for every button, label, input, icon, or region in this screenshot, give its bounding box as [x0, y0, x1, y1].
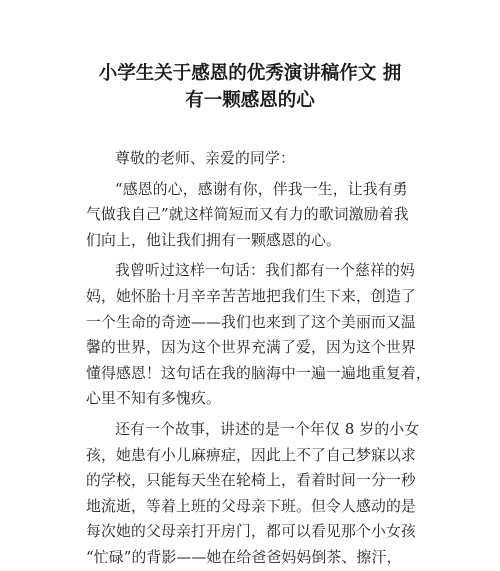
paragraph-line: 每次她的父母亲打开房门，都可以看见那个小女孩 [86, 523, 416, 541]
paragraph-3 [86, 417, 426, 571]
paragraph-line: 的学校，只能每天坐在轮椅上，看着时间一分一秒 [86, 472, 416, 490]
paragraph-line: 懂得感恩！这句话在我的脑海中一遍一遍地重复着， [86, 364, 431, 382]
document-title [60, 60, 440, 114]
paragraph-line: “忙碌”的背影——她在给爸爸妈妈倒茶、擦汗， [86, 548, 402, 566]
paragraph-line: 们向上，他让我们拥有一颗感恩的心。 [86, 231, 341, 249]
paragraph-line: 妈，她怀胎十月辛辛苦苦地把我们生下来，创造了 [86, 287, 416, 305]
paragraph-line: 尊敬的老师、亲爱的同学： [115, 150, 295, 167]
paragraph-line: 一个生命的奇迹——我们也来到了这个美丽而又温 [86, 313, 416, 331]
paragraph-1 [86, 177, 426, 254]
paragraph-line: 我曾听过这样一句话：我们都有一个慈祥的妈 [115, 262, 415, 280]
paragraph-greeting [86, 146, 426, 172]
paragraph-line: 孩，她患有小儿麻痹症，因此上不了自己梦寐以求 [86, 446, 416, 464]
title-line: 有一颗感恩的心 [185, 90, 315, 111]
paragraph-line: “感恩的心，感谢有你，伴我一生，让我有勇 [115, 180, 408, 198]
paragraph-line: 气做我自己”就这样简短而又有力的歌词激励着我 [86, 206, 409, 224]
paragraph-line: 馨的世界，因为这个世界充满了爱，因为这个世界 [86, 339, 416, 357]
paragraph-line: 还有一个故事，讲述的是一个年仅 8 岁的小女 [115, 420, 420, 438]
paragraph-line: 心里不知有多愧疚。 [86, 390, 221, 408]
paragraph-2 [86, 258, 431, 412]
paragraph-line: 地流逝，等着上班的父母亲下班。但令人感动的是 [86, 497, 416, 515]
document-body [86, 146, 431, 571]
title-line: 小学生关于感恩的优秀演讲稿作文 拥 [98, 63, 402, 84]
